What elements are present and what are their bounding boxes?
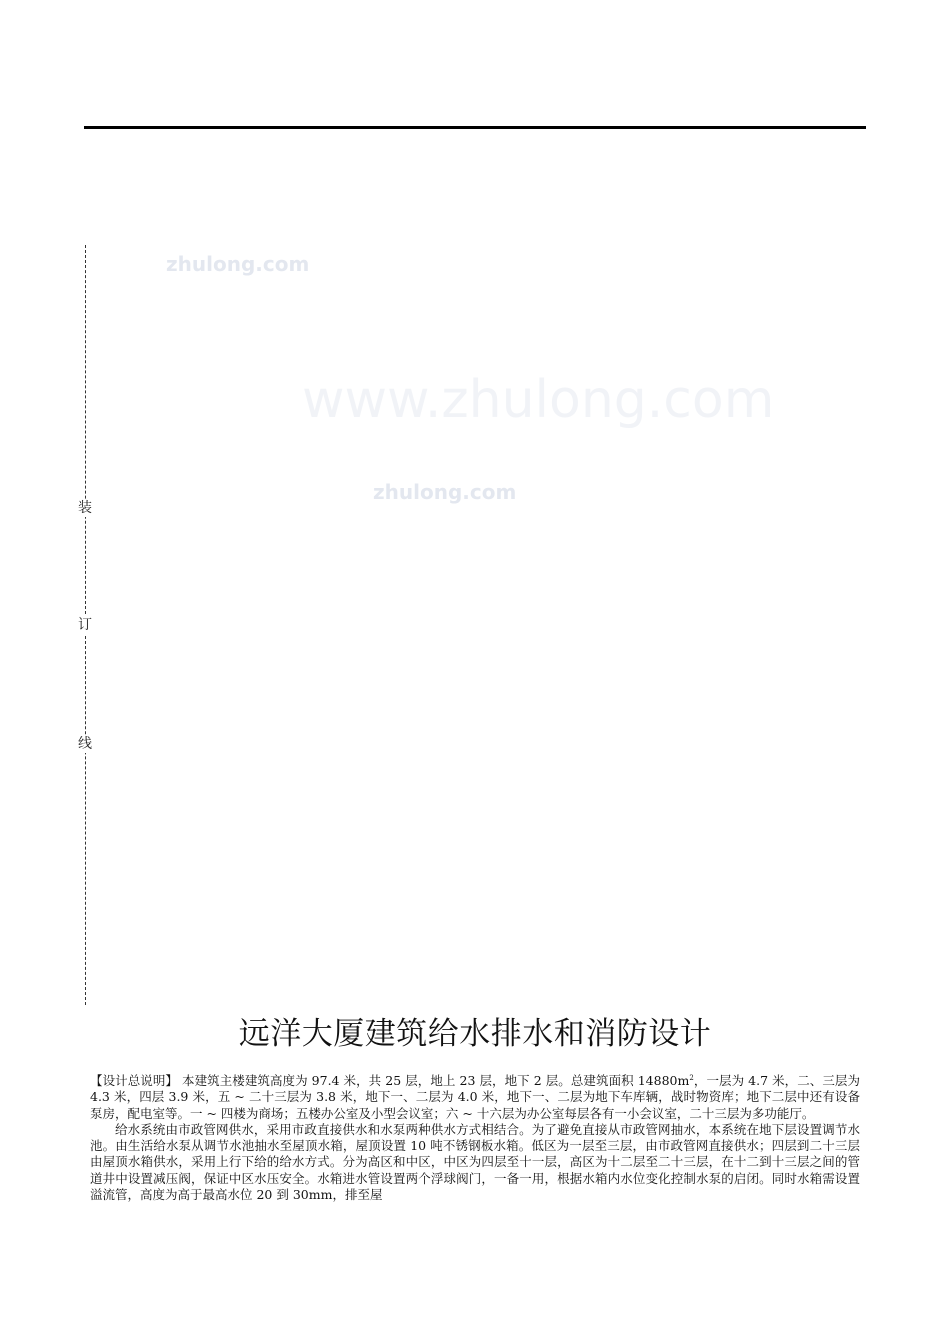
watermark-small-2: zhulong.com — [373, 480, 517, 504]
document-body — [90, 1073, 860, 1203]
header-rule — [84, 126, 866, 129]
binding-char-zhuang: 装 — [78, 500, 92, 516]
binding-char-ding: 订 — [78, 617, 92, 633]
paragraph-design-summary — [90, 1073, 860, 1122]
watermark-small: zhulong.com — [166, 252, 310, 276]
binding-char-xian: 线 — [78, 736, 92, 752]
paragraph-heading: 【设计总说明】 — [90, 1073, 178, 1088]
paragraph-text: 本建筑主楼建筑高度为 97.4 米，共 25 层，地上 23 层，地下 2 层。总建筑面积 14880m — [182, 1073, 690, 1088]
paragraph-water-supply: 给水系统由市政管网供水，采用市政直接供水和水泵两种供水方式相结合。为了避免直接从市政管网抽水，本系统在地下层设置调节水池。由生活给水泵从调节水池抽水至屋顶水箱，屋顶设置 10 吨不锈钢板水箱。低区为一层至三层，由市政管网直接供水；四层到二十三层由屋顶水箱供水，采用上行下给的给水方式。分为高区和中区，中区为四层至十一层，高区为十二层至二十三层，在十二到十三层之间的管道井中设置减压阀，保证中区水压安全。水箱进水管设置两个浮球阀门，一备一用，根据水箱内水位变化控制水泵的启闭。同时水箱需设置溢流管，高度为高于最高水位 20 到 30mm，排至屋 — [90, 1121, 860, 1203]
superscript: 2 — [689, 1073, 694, 1082]
watermark-large: www.zhulong.com — [302, 370, 775, 430]
paragraph-text-cont: ，一层为 4.7 米，二、三层为 4.3 米，四层 3.9 米，五 ~ 二十三层为 3.8 米，地下一、二层为 4.0 米，地下一、二层为地下车库辆，战时物资库；地下二层中还有设备泵房，配电室等。一 ~ 四楼为商场；五楼办公室及小型会议室；六 ~ 十六层为办公室每层各有一小会议室，二十三层为多功能厅。 — [90, 1073, 860, 1121]
document-title: 远洋大厦建筑给水排水和消防设计 — [238, 1016, 712, 1052]
